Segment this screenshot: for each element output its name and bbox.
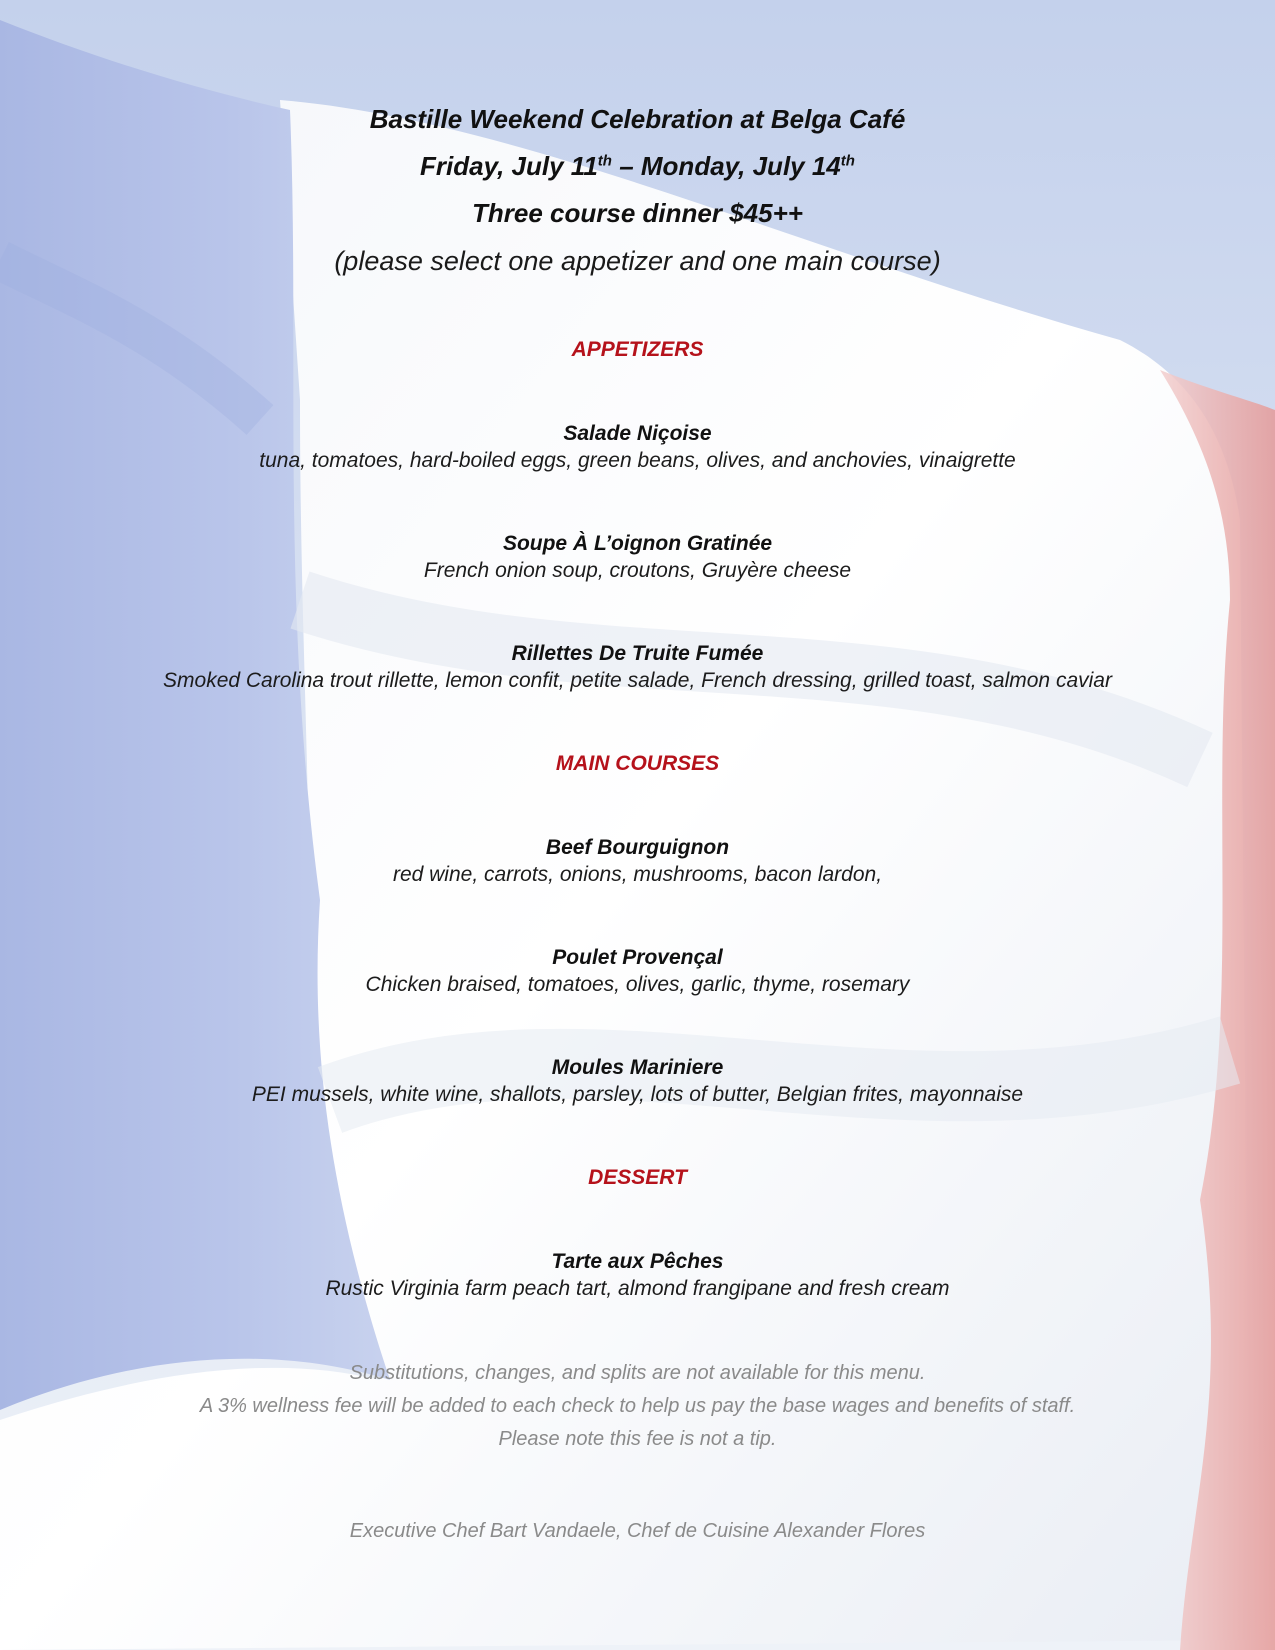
chef-credits: Executive Chef Bart Vandaele, Chef de Cuisine Alexander Flores xyxy=(349,1520,926,1542)
dish-description: tuna, tomatoes, hard-boiled eggs, green beans, olives, and anchovies, vinaigrette xyxy=(259,449,1016,472)
menu-note: Substitutions, changes, and splits are not available for this menu. xyxy=(349,1362,926,1384)
dessert-heading: DESSERT xyxy=(588,1166,687,1189)
appetizers-heading: APPETIZERS xyxy=(571,338,704,361)
menu-note: Please note this fee is not a tip. xyxy=(498,1428,777,1450)
dish-description: red wine, carrots, onions, mushrooms, bacon lardon, xyxy=(392,863,883,886)
menu-note: A 3% wellness fee will be added to each check to help us pay the base wages and benefits of staff. xyxy=(199,1395,1076,1417)
menu-title: Bastille Weekend Celebration at Belga Café xyxy=(369,104,906,134)
date-start: Friday, July 11 xyxy=(420,151,598,181)
menu-dates xyxy=(0,151,1275,182)
date-start-suffix: th xyxy=(597,152,612,170)
dish-name: Salade Niçoise xyxy=(563,422,712,445)
dish-name: Beef Bourguignon xyxy=(545,836,730,859)
selection-instruction: (please select one appetizer and one main course) xyxy=(334,246,941,276)
date-end: Monday, July 14 xyxy=(640,151,841,181)
dish-name: Rillettes De Truite Fumée xyxy=(511,642,764,665)
dish-name: Tarte aux Pêches xyxy=(551,1250,724,1273)
dish-description: Smoked Carolina trout rillette, lemon confit, petite salade, French dressing, grilled toast, salmon caviar xyxy=(163,669,1112,692)
price-line: Three course dinner $45++ xyxy=(472,198,803,228)
dish-name: Soupe À L’oignon Gratinée xyxy=(502,532,773,555)
date-separator: – xyxy=(611,151,641,181)
dish-description: Rustic Virginia farm peach tart, almond frangipane and fresh cream xyxy=(325,1277,950,1300)
dish-description: PEI mussels, white wine, shallots, parsley, lots of butter, Belgian frites, mayonnaise xyxy=(251,1083,1024,1106)
date-end-suffix: th xyxy=(840,152,855,170)
dish-description: Chicken braised, tomatoes, olives, garlic, thyme, rosemary xyxy=(365,973,910,996)
main-courses-heading: MAIN COURSES xyxy=(555,752,720,775)
dish-name: Poulet Provençal xyxy=(552,946,723,969)
dish-name: Moules Mariniere xyxy=(551,1056,724,1079)
dish-description: French onion soup, croutons, Gruyère cheese xyxy=(423,559,852,582)
